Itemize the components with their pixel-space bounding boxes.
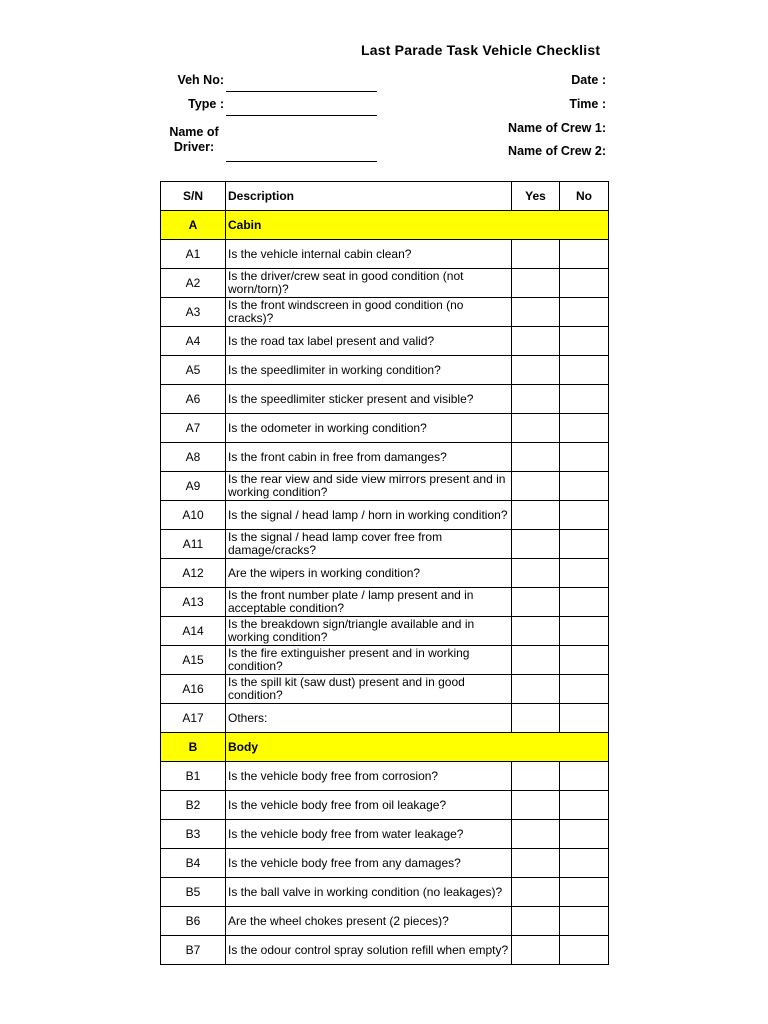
item-sn: A4: [161, 327, 226, 356]
no-checkbox-cell[interactable]: [560, 385, 609, 414]
no-checkbox-cell[interactable]: [560, 559, 609, 588]
yes-checkbox-cell[interactable]: [512, 878, 560, 907]
time-label: Time :: [569, 97, 606, 111]
yes-checkbox-cell[interactable]: [512, 443, 560, 472]
item-description: Is the vehicle body free from oil leakage?: [226, 791, 512, 820]
table-row: [161, 762, 609, 791]
no-checkbox-cell[interactable]: [560, 298, 609, 327]
section-row: [161, 733, 609, 762]
yes-checkbox-cell[interactable]: [512, 269, 560, 298]
section-fill: [560, 733, 609, 762]
yes-checkbox-cell[interactable]: [512, 298, 560, 327]
table-row: [161, 617, 609, 646]
yes-checkbox-cell[interactable]: [512, 240, 560, 269]
item-sn: A12: [161, 559, 226, 588]
yes-checkbox-cell[interactable]: [512, 762, 560, 791]
header-description: Description: [226, 182, 512, 211]
table-row: [161, 820, 609, 849]
item-sn: B2: [161, 791, 226, 820]
item-description: Is the signal / head lamp cover free from damage/cracks?: [226, 530, 512, 559]
checklist-title: Last Parade Task Vehicle Checklist: [361, 42, 601, 58]
item-description: Is the odour control spray solution refill when empty?: [226, 936, 512, 965]
item-description: Is the ball valve in working condition (no leakages)?: [226, 878, 512, 907]
table-row: [161, 298, 609, 327]
item-sn: A16: [161, 675, 226, 704]
item-sn: B3: [161, 820, 226, 849]
table-row: [161, 559, 609, 588]
table-row: [161, 878, 609, 907]
driver-name-field[interactable]: [226, 161, 377, 162]
date-label: Date :: [571, 73, 606, 87]
yes-checkbox-cell[interactable]: [512, 327, 560, 356]
table-row: [161, 269, 609, 298]
item-description: Is the odometer in working condition?: [226, 414, 512, 443]
no-checkbox-cell[interactable]: [560, 327, 609, 356]
table-row: [161, 791, 609, 820]
yes-checkbox-cell[interactable]: [512, 849, 560, 878]
item-description: Is the vehicle internal cabin clean?: [226, 240, 512, 269]
no-checkbox-cell[interactable]: [560, 530, 609, 559]
yes-checkbox-cell[interactable]: [512, 472, 560, 501]
table-row: [161, 907, 609, 936]
table-row: [161, 675, 609, 704]
yes-checkbox-cell[interactable]: [512, 936, 560, 965]
yes-checkbox-cell[interactable]: [512, 820, 560, 849]
yes-checkbox-cell[interactable]: [512, 414, 560, 443]
item-description: Is the breakdown sign/triangle available and in working condition?: [226, 617, 512, 646]
item-description: Is the fire extinguisher present and in working condition?: [226, 646, 512, 675]
item-description: Are the wipers in working condition?: [226, 559, 512, 588]
item-sn: A13: [161, 588, 226, 617]
item-description: Is the rear view and side view mirrors present and in working condition?: [226, 472, 512, 501]
section-code: B: [161, 733, 226, 762]
table-header-row: [161, 182, 609, 211]
yes-checkbox-cell[interactable]: [512, 559, 560, 588]
no-checkbox-cell[interactable]: [560, 617, 609, 646]
no-checkbox-cell[interactable]: [560, 472, 609, 501]
yes-checkbox-cell[interactable]: [512, 907, 560, 936]
item-sn: A2: [161, 269, 226, 298]
table-row: [161, 385, 609, 414]
item-sn: B6: [161, 907, 226, 936]
no-checkbox-cell[interactable]: [560, 675, 609, 704]
yes-checkbox-cell[interactable]: [512, 704, 560, 733]
veh-no-label: Veh No:: [177, 73, 224, 87]
no-checkbox-cell[interactable]: [560, 269, 609, 298]
table-row: [161, 849, 609, 878]
item-sn: A9: [161, 472, 226, 501]
yes-checkbox-cell[interactable]: [512, 356, 560, 385]
name-of-driver-label: Name of Driver:: [169, 125, 219, 154]
table-row: [161, 472, 609, 501]
no-checkbox-cell[interactable]: [560, 704, 609, 733]
item-sn: B1: [161, 762, 226, 791]
no-checkbox-cell[interactable]: [560, 646, 609, 675]
item-sn: B5: [161, 878, 226, 907]
no-checkbox-cell[interactable]: [560, 936, 609, 965]
no-checkbox-cell[interactable]: [560, 820, 609, 849]
item-description: Is the spill kit (saw dust) present and in good condition?: [226, 675, 512, 704]
item-description: Is the vehicle body free from any damages?: [226, 849, 512, 878]
item-description: Are the wheel chokes present (2 pieces)?: [226, 907, 512, 936]
item-sn: A10: [161, 501, 226, 530]
item-sn: A3: [161, 298, 226, 327]
no-checkbox-cell[interactable]: [560, 356, 609, 385]
item-description: Is the driver/crew seat in good condition (not worn/torn)?: [226, 269, 512, 298]
item-description: Is the road tax label present and valid?: [226, 327, 512, 356]
item-description: Is the speedlimiter in working condition?: [226, 356, 512, 385]
item-sn: A1: [161, 240, 226, 269]
section-title: Cabin: [226, 211, 512, 240]
table-row: [161, 443, 609, 472]
section-fill: [512, 733, 560, 762]
section-fill: [512, 211, 560, 240]
no-checkbox-cell[interactable]: [560, 443, 609, 472]
type-label: Type :: [188, 97, 224, 111]
item-description: Is the front cabin in free from damanges?: [226, 443, 512, 472]
no-checkbox-cell[interactable]: [560, 501, 609, 530]
yes-checkbox-cell[interactable]: [512, 385, 560, 414]
table-row: [161, 356, 609, 385]
item-description: Is the front number plate / lamp present and in acceptable condition?: [226, 588, 512, 617]
section-code: A: [161, 211, 226, 240]
header-no: No: [560, 182, 609, 211]
checklist-table: [160, 181, 609, 965]
item-sn: A6: [161, 385, 226, 414]
no-checkbox-cell[interactable]: [560, 849, 609, 878]
item-sn: A17: [161, 704, 226, 733]
no-checkbox-cell[interactable]: [560, 791, 609, 820]
yes-checkbox-cell[interactable]: [512, 617, 560, 646]
veh-no-field[interactable]: [226, 91, 377, 92]
item-sn: A14: [161, 617, 226, 646]
no-checkbox-cell[interactable]: [560, 762, 609, 791]
no-checkbox-cell[interactable]: [560, 240, 609, 269]
item-description: Is the signal / head lamp / horn in working condition?: [226, 501, 512, 530]
item-sn: A15: [161, 646, 226, 675]
no-checkbox-cell[interactable]: [560, 907, 609, 936]
section-row: [161, 211, 609, 240]
header-sn: S/N: [161, 182, 226, 211]
no-checkbox-cell[interactable]: [560, 414, 609, 443]
item-sn: A7: [161, 414, 226, 443]
item-description: Is the speedlimiter sticker present and visible?: [226, 385, 512, 414]
table-row: [161, 327, 609, 356]
yes-checkbox-cell[interactable]: [512, 646, 560, 675]
table-row: [161, 501, 609, 530]
crew1-label: Name of Crew 1:: [508, 121, 606, 135]
header-yes: Yes: [512, 182, 560, 211]
item-description: Is the front windscreen in good condition (no cracks)?: [226, 298, 512, 327]
yes-checkbox-cell[interactable]: [512, 530, 560, 559]
item-sn: B7: [161, 936, 226, 965]
item-sn: A11: [161, 530, 226, 559]
item-description: Is the vehicle body free from water leakage?: [226, 820, 512, 849]
item-sn: A5: [161, 356, 226, 385]
table-row: [161, 240, 609, 269]
table-row: [161, 646, 609, 675]
yes-checkbox-cell[interactable]: [512, 791, 560, 820]
table-row: [161, 936, 609, 965]
item-description: Others:: [226, 704, 512, 733]
table-row: [161, 414, 609, 443]
section-fill: [560, 211, 609, 240]
item-description: Is the vehicle body free from corrosion?: [226, 762, 512, 791]
no-checkbox-cell[interactable]: [560, 588, 609, 617]
yes-checkbox-cell[interactable]: [512, 501, 560, 530]
table-row: [161, 588, 609, 617]
no-checkbox-cell[interactable]: [560, 878, 609, 907]
item-sn: B4: [161, 849, 226, 878]
table-row: [161, 530, 609, 559]
yes-checkbox-cell[interactable]: [512, 588, 560, 617]
section-title: Body: [226, 733, 512, 762]
yes-checkbox-cell[interactable]: [512, 675, 560, 704]
item-sn: A8: [161, 443, 226, 472]
crew2-label: Name of Crew 2:: [508, 144, 606, 158]
table-row: [161, 704, 609, 733]
type-field[interactable]: [226, 115, 377, 116]
